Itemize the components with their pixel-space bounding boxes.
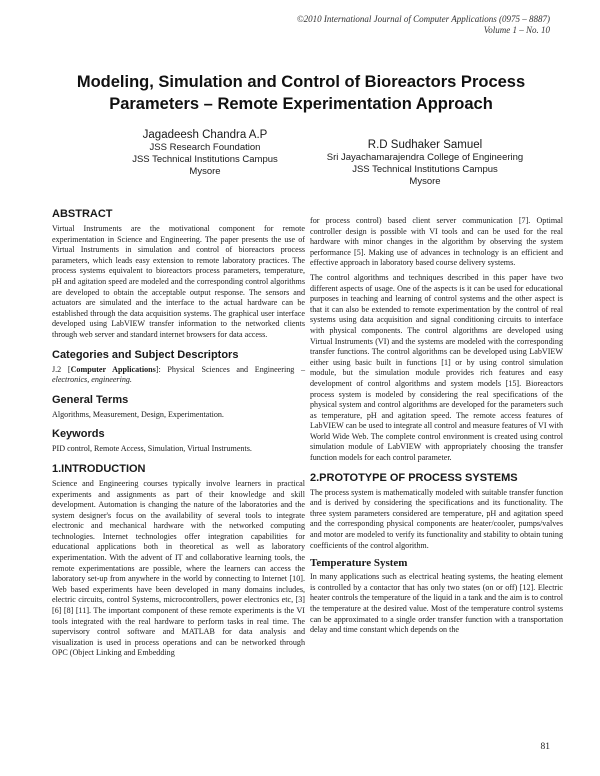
author-location: Mysore [189, 166, 221, 177]
paper-title-line-1: Modeling, Simulation and Control of Bioreactors Process [76, 73, 526, 91]
paper-title-line-2: Parameters – Remote Experimentation Approach [109, 95, 493, 113]
intro-continued-text: for process control) based client server communication [7]. Optimal controller design is possible with VI tools and can be used for the real hardware with minor changes in the algorithm by observing the system performance [5]. Making use of advances in technology is an efficient and effective approach in laboratory based course delivery systems. [310, 216, 563, 268]
introduction-text: Science and Engineering courses typically involve learners in practical experiments and assignments as part of their knowledge and skill development. Automation is changing the nature of the laboratories and the system designer's focus on the availability of several tools to integrate electronic and mechanical hardware with the networked computing technologies. Internet technologies offer integration capabilities for educational applications both in theoretical as well as laboratory experimentation. With the advent of IT and collaborative learning tools, the remote experimentations are possible, where the learners can access the laboratory set-up from anywhere in the world by connecting to Internet [10]. Web based experiments have been developed in many domains includes, electric circuits, control Systems, microcontrollers, power electronics etc, [3] [6] [8] [11]. The important component of these remote experiments is the VI tools integrated with the real hardware to perform tasks in real time. The supervisory control software and MATLAB for data analysis and visualization is used in process operations and can be networked through OPC (Object Linking and Embedding [52, 478, 305, 658]
author-location: Mysore [409, 176, 441, 187]
control-algorithms-text: The control algorithms and techniques described in this paper have two different aspects of usage. One of the aspects is it can be used for educational purposes in teaching and learning of control systems and the other aspect is that it can also be extended to remote experimentation by the control of real systems using data acquisition and signal conditioning circuits to interface with physical components. The control algorithms are developed using Virtual Instruments (VI) and the systems are modeled with the corresponding transfer functions. The control algorithms can be developed using LabVIEW either using basic built in functions [1] or by using control simulation module, but the simulation module provides rich features and easy development of control algorithms and system models [15]. Bioreactors process system is modeled by considering the real specifications of the physical system and control algorithms are developed for the parameters such as temperature, pH and agitation speed. The remote access features of LabVIEW can be used to integrate all control and measure features of VI with World Wide Web. The complete control environment is created using control simulation module of LabVIEW with appropriately choosing the transfer function models for each control parameter. [310, 272, 563, 463]
temperature-system-heading: Temperature System [310, 557, 408, 570]
author-affiliation: JSS Technical Institutions Campus [352, 164, 498, 175]
keywords-text: PID control, Remote Access, Simulation, Virtual Instruments. [52, 444, 252, 454]
right-column [310, 216, 563, 640]
abstract-heading: ABSTRACT [52, 208, 113, 220]
category-code: J.2 [ [52, 364, 71, 374]
journal-volume: Volume 1 – No. 10 [483, 25, 550, 35]
categories-text [52, 365, 305, 386]
categories-heading: Categories and Subject Descriptors [52, 348, 239, 361]
section-2-text: The process system is mathematically modeled with suitable transfer function and is derived by considering the specifications and its functionality. The three system parameters considered are temperature, pH and agitation speed and the corresponding physical components are heater/cooler, pumps/valves and motor are modeled to verify its functionality and stability to obtain tuning coefficients of the control algorithm. [310, 487, 563, 550]
temperature-system-text: In many applications such as electrical heating systems, the heating element is controlled by a contactor that has only two states (on or off) [12]. Electric heater controls the temperature of the liquid in a tank and the aim is to control the temperature at the desired value. Most of the temperature control systems can be approximated to a single order transfer function with a transportation delay and time constant which depends on the [310, 572, 563, 635]
left-column [52, 208, 305, 663]
abstract-text: Virtual Instruments are the motivational component for remote experimentation in Science and Engineering. The paper presents the use of Virtual Instruments in simulation and control of bioreactors process parameters, which leads easy extension to remote laboratory practices. The process systems equivalent to bioreactors process parameters, temperature, pH and agitation speed are modeled and the corresponding control algorithms are developed to obtain the acceptable output response. The sensors and actuators are simulated and the interface to the actual hardware can be established through the data acquisition systems. The graphical user interface developed using LabVIEW transfer information to the networked clients through web server and standard internet browsers for data access. [52, 224, 305, 339]
introduction-heading: 1.INTRODUCTION [52, 462, 146, 475]
author-block-2 [295, 138, 555, 188]
author-affiliation: Sri Jayachamarajendra College of Engineering [326, 152, 524, 163]
author-name: R.D Sudhaker Samuel [367, 139, 483, 151]
keywords-heading: Keywords [52, 428, 105, 441]
author-affiliation: JSS Research Foundation [149, 142, 261, 153]
author-affiliation: JSS Technical Institutions Campus [132, 154, 278, 165]
page-number: 81 [540, 742, 550, 752]
author-name: Jagadeesh Chandra A.P [142, 129, 268, 141]
category-name: Computer Applications [70, 364, 156, 374]
general-terms-heading: General Terms [52, 393, 129, 406]
general-terms-text: Algorithms, Measurement, Design, Experimentation. [52, 409, 224, 419]
category-descriptors: electronics, engineering. [52, 375, 132, 385]
category-subject: ]: Physical Sciences and Engineering – [155, 364, 305, 374]
journal-header: ©2010 International Journal of Computer Applications (0975 – 8887) [296, 14, 550, 24]
section-2-heading: 2.PROTOTYPE OF PROCESS SYSTEMS [310, 471, 518, 484]
